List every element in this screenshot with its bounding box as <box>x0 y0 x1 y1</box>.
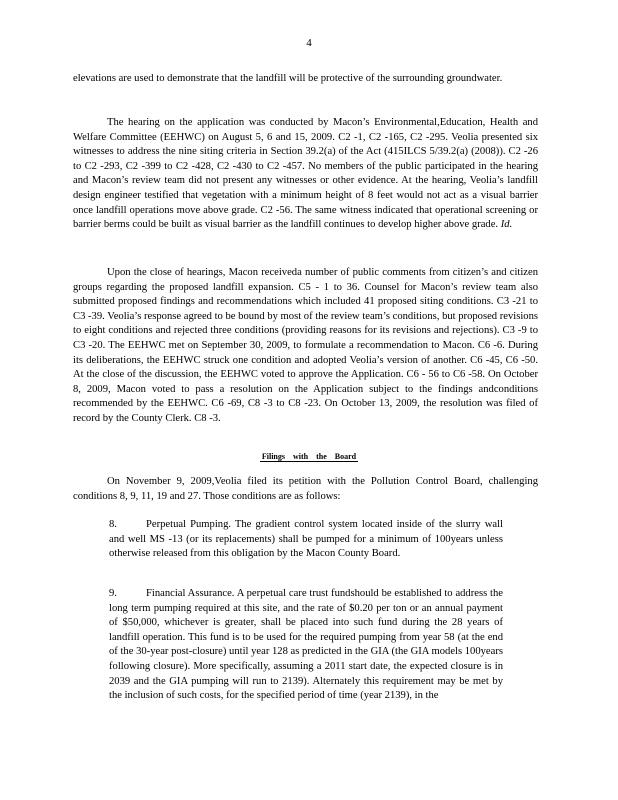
paragraph-intro <box>73 72 538 87</box>
paragraph-filings <box>73 475 538 504</box>
hearing-text: The hearing on the application was conducted by Macon’s Environmental,Education, Health and Welfare Committee (EEHWC) on August 5, 6 and 15, 2009. C2 -1, C2 -165, C2 -295. Veolia presented six witnesses to address the nine siting criteria in Section 39.2(a) of the Act (415ILCS 5/39.2(a) (2008)). C2 -26 to C2 -293, C2 -399 to C2 -428, C2 -430 to C2 -457. No members of the public participated in the hearing and Macon’s review team did not present any witnesses or other evidence. At the hearing, Veolia’s landfill design engineer testified that vegetation with a minimum height of 8 feet would not act as a visual barrier once landfill operations move above grade. C2 -56. The same witness indicated that operational screening or barrier berms could be built as visual barrier as the landfill continues to develop higher above grade. <box>73 117 538 231</box>
condition-8 <box>109 518 503 562</box>
condition-body: Financial Assurance. A perpetual care trust fundshould be established to address the long term pumping required at this site, and the rate of $0.20 per ton or an annual payment of $50,000, whichever is greater, shall be placed into such fund during the 28 years of landfill operation. This fund is to be used for the required pumping from year 58 (at the end of the 30-year post-closure) until year 128 as predicted in the GIA (the GIA models 100years following closure). More specifically, assuming a 2011 start date, the expected closure is in 2039 and the GIA pumping will run to 2139). Alternately this requirement may be met by the inclusion of such costs, for the specified period of time (year 2139), in the <box>109 588 503 702</box>
condition-number: 8. <box>109 519 117 530</box>
section-heading-text: Filings with the Board <box>261 452 357 461</box>
condition-9-text <box>109 587 503 704</box>
paragraph-hearing-text <box>73 116 538 233</box>
paragraph-hearing <box>73 116 538 233</box>
condition-body: Perpetual Pumping. The gradient control system located inside of the slurry wall and well MS -13 (or its replacements) shall be pumped for a minimum of 100years unless otherwise released from this obligation by the Macon County Board. <box>109 519 503 560</box>
section-heading <box>0 452 618 462</box>
condition-9 <box>109 587 503 704</box>
paragraph-filings-text: On November 9, 2009,Veolia filed its petition with the Pollution Control Board, challenging conditions 8, 9, 11, 19 and 27. Those conditions are as follows: <box>73 476 538 502</box>
paragraph-close-of-hearings <box>73 266 538 427</box>
condition-number: 9. <box>109 588 117 599</box>
page-number: 4 <box>306 37 312 49</box>
citation-id: Id. <box>500 219 513 231</box>
paragraph-intro-text: elevations are used to demonstrate that the landfill will be protective of the surrounding groundwater. <box>73 73 503 84</box>
paragraph-close-text: Upon the close of hearings, Macon receiveda number of public comments from citizen’s and citizen groups regarding the proposed landfill expansion. C5 - 1 to 36. Counsel for Macon’s review team also submitted proposed findings and recommendations which included 41 proposed siting conditions. C3 -21 to C3 -39. Veolia’s response agreed to be bound by most of the review team’s conditions, but proposed revisions to eight conditions and rejected three conditions (providing reasons for its revisions and rejections). C3 -9 to C3 -20. The EEHWC met on September 30, 2009, to formulate a recommendation to Macon. C6 -6. During its deliberations, the EEHWC struck one condition and adopted Veolia’s version of another. C6 -45, C6 -50. At the close of the discussion, the EEHWC voted to approve the Application. C6 - 56 to C6 -58. On October 8, 2009, Macon voted to pass a resolution on the Application subject to the findings andconditions recommended by the EEHWC. C6 -69, C8 -3 to C8 -23. On October 13, 2009, the resolution was filed of record by the County Clerk. C8 -3. <box>73 267 538 424</box>
condition-8-text <box>109 518 503 562</box>
